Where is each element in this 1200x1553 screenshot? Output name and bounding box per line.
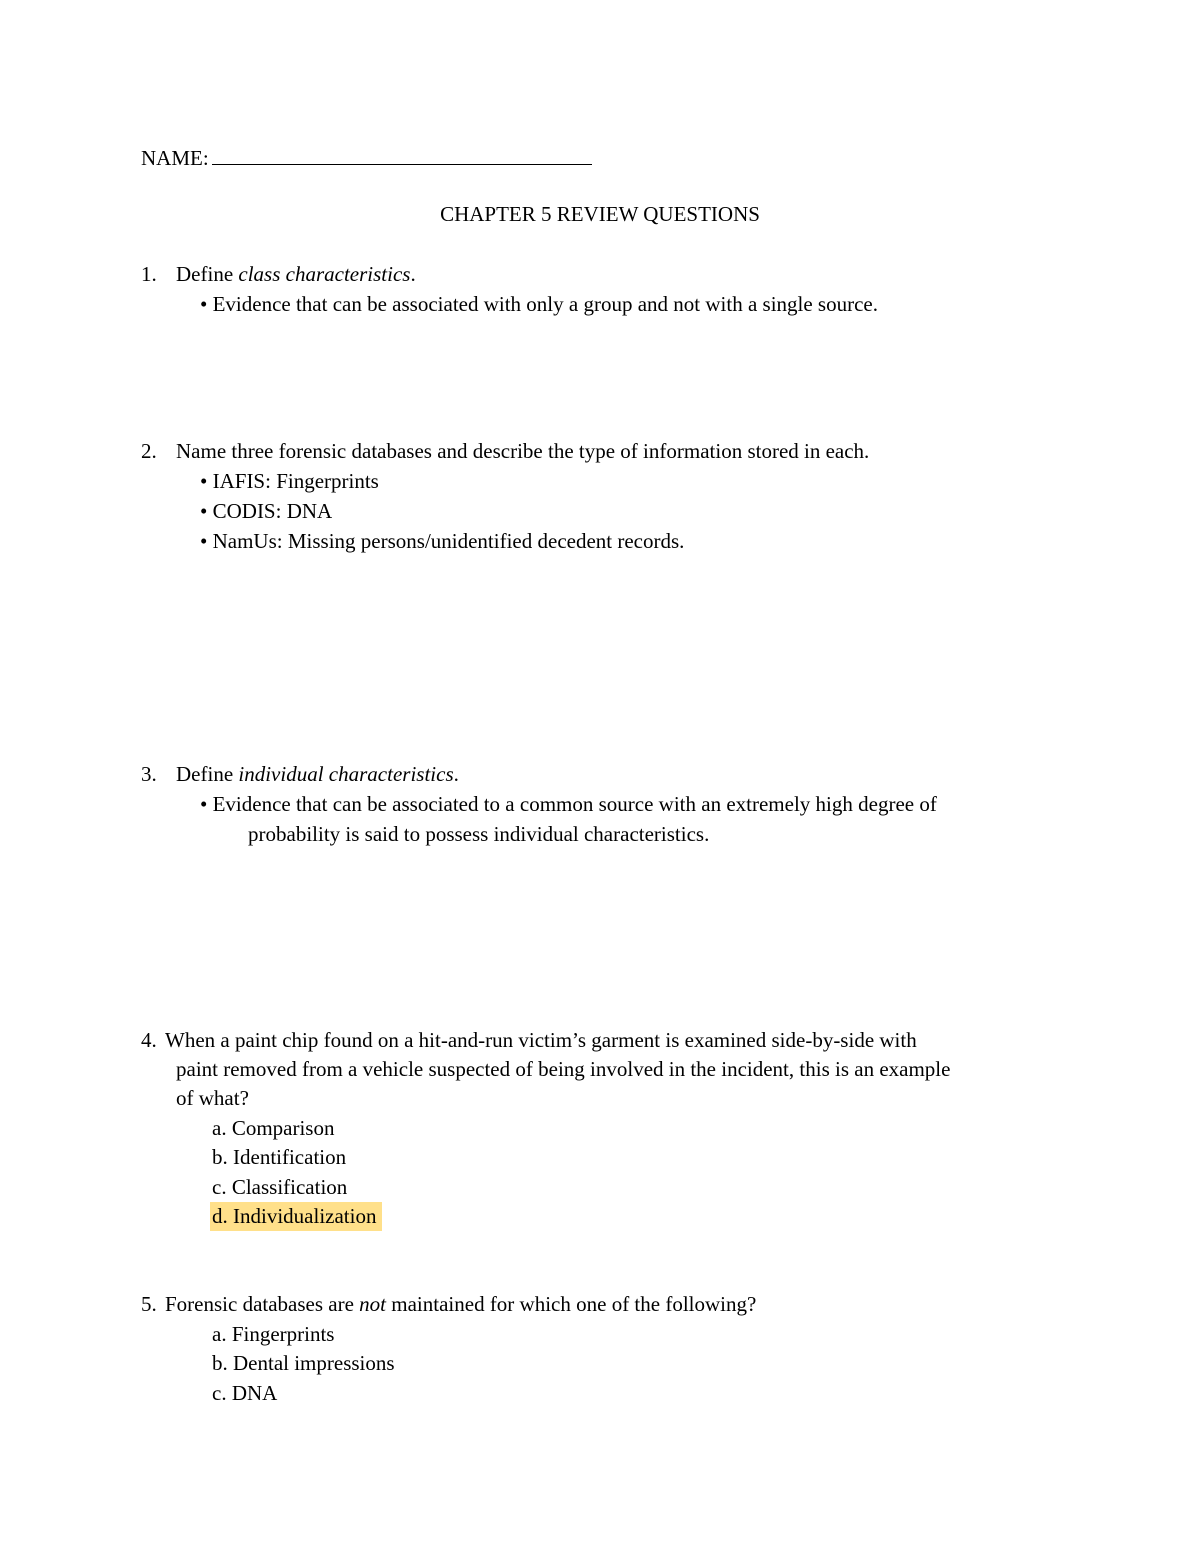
question-emphasis: individual characteristics	[238, 762, 454, 786]
name-label: NAME:	[141, 146, 209, 170]
question-3-number: 3.	[141, 762, 157, 786]
question-4-line: When a paint chip found on a hit-and-run victim’s garment is examined side-by-side with	[165, 1028, 917, 1052]
question-2-number: 2.	[141, 439, 157, 463]
name-blank-line[interactable]	[212, 146, 592, 165]
answer-highlight: d. Individualization	[210, 1202, 382, 1231]
question-5-text: Forensic databases are not maintained for which one of the following?	[165, 1292, 757, 1316]
question-1	[141, 264, 157, 285]
name-field	[141, 146, 592, 169]
answer-bullet: • IAFIS: Fingerprints	[200, 469, 379, 493]
question-emphasis: not	[359, 1292, 387, 1316]
question-5-number: 5.	[141, 1292, 157, 1316]
question-2-text: Name three forensic databases and describe the type of information stored in each.	[176, 439, 870, 463]
option-b[interactable]: b. Identification	[212, 1145, 347, 1169]
question-4-line: of what?	[176, 1086, 249, 1110]
option-c[interactable]: c. DNA	[212, 1381, 278, 1405]
question-3-text: Define individual characteristics.	[176, 762, 459, 786]
question-emphasis: class characteristics	[238, 262, 411, 286]
option-a[interactable]: a. Comparison	[212, 1116, 335, 1140]
answer-bullet: • Evidence that can be associated to a common source with an extremely high degree of	[200, 792, 937, 816]
page-title: CHAPTER 5 REVIEW QUESTIONS	[440, 202, 760, 226]
option-c[interactable]: c. Classification	[212, 1175, 348, 1199]
question-4-line: paint removed from a vehicle suspected of being involved in the incident, this is an example	[176, 1057, 951, 1081]
answer-continuation: probability is said to possess individual characteristics.	[248, 822, 710, 846]
question-number: 1.	[141, 262, 157, 286]
option-a[interactable]: a. Fingerprints	[212, 1322, 335, 1346]
answer-bullet: • Evidence that can be associated with only a group and not with a single source.	[200, 292, 878, 316]
answer-bullet: • NamUs: Missing persons/unidentified decedent records.	[200, 529, 685, 553]
option-d-highlighted[interactable]	[212, 1206, 382, 1227]
answer-bullet: • CODIS: DNA	[200, 499, 333, 523]
option-b[interactable]: b. Dental impressions	[212, 1351, 395, 1375]
question-4-number: 4.	[141, 1028, 157, 1052]
question-1-text: Define class characteristics.	[176, 262, 416, 286]
